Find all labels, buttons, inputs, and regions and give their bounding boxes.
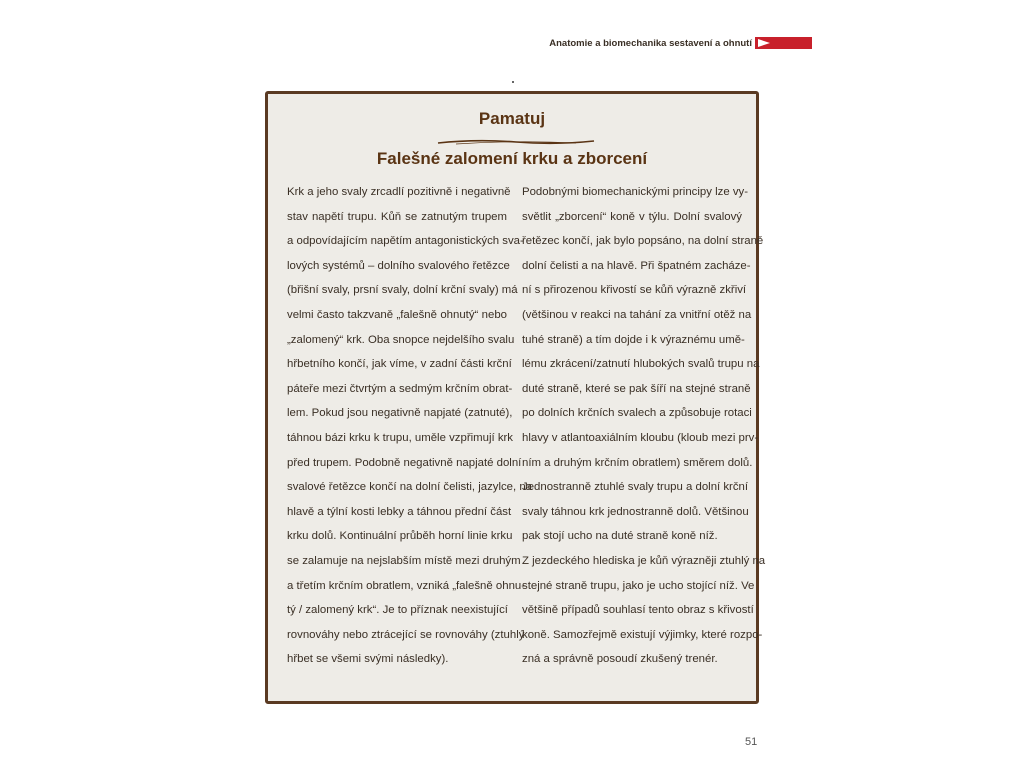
text-line: páteře mezi čtvrtým a sedmým krčním obrat- (287, 382, 513, 395)
page-number: 51 (745, 736, 758, 748)
text-line: velmi často takzvaně „falešně ohnutý“ nebo (287, 308, 507, 321)
text-line: tuhé straně) a tím dojde i k výraznému umě- (522, 333, 745, 346)
text-line: Z jezdeckého hlediska je kůň výrazněji ztuhlý na (522, 554, 766, 567)
text-line: tý / zalomený krk“. Je to příznak neexistující (287, 604, 508, 617)
text-line: před trupem. Podobně negativně napjaté dolní (287, 456, 522, 469)
text-line: lových systémů – dolního svalového řetězce (287, 259, 510, 272)
text-line: hlavě a týlní kosti lebky a táhnou přední část (287, 505, 512, 518)
remember-box (265, 91, 766, 704)
header-accent-tab (755, 37, 812, 49)
text-line: zná a správně posoudí zkušený trenér. (522, 653, 718, 666)
text-line: lému zkrácení/zatnutí hlubokých svalů trupu na (522, 358, 760, 371)
text-line: (břišní svaly, prsní svaly, dolní krční svaly) má (287, 284, 518, 297)
print-dot (512, 81, 514, 83)
text-line: (většinou v reakci na tahání za vnitřní otěž na (522, 308, 752, 321)
text-line: stejné straně trupu, jako je ucho stojící níž. Ve (522, 579, 755, 592)
play-triangle-icon (758, 39, 770, 47)
text-line: krku dolů. Kontinuální průběh horní linie krku (287, 530, 513, 543)
text-line: většině případů souhlasí tento obraz s křivostí (522, 604, 754, 617)
text-line: svaly táhnou krk jednostranně dolů. Většinou (522, 505, 749, 518)
right-text-column (522, 180, 766, 672)
text-line: hřbetního končí, jak víme, v zadní části krční (287, 358, 512, 371)
text-line: a odpovídajícím napětím antagonistických sva- (287, 235, 524, 248)
text-line: hřbet se všemi svými následky). (287, 653, 449, 666)
text-line: dolní čelisti a na hlavě. Při špatném zacháze- (522, 259, 751, 272)
box-title: Pamatuj (478, 109, 546, 128)
text-line: a třetím krčním obratlem, vzniká „falešně ohnu- (287, 579, 526, 592)
text-line: světlit „zborcení“ koně v týlu. Dolní svalový (522, 210, 742, 223)
text-line: pak stojí ucho na duté straně koně níž. (522, 530, 718, 543)
text-line: „zalomený“ krk. Oba snopce nejdelšího svalu (287, 333, 515, 346)
text-line: koně. Samozřejmě existují výjimky, které rozpo- (522, 628, 763, 641)
text-line: po dolních krčních svalech a způsobuje rotaci (522, 407, 752, 420)
text-line: Podobnými biomechanickými principy lze vy- (522, 186, 748, 198)
title-divider (436, 138, 596, 146)
text-line: lem. Pokud jsou negativně napjaté (zatnuté), (287, 407, 513, 420)
left-text-column (287, 180, 533, 672)
text-line: táhnou bázi krku k trupu, uměle vzpřimují krk (287, 431, 514, 444)
text-line: Krk a jeho svaly zrcadlí pozitivně i negativně (287, 186, 511, 198)
text-line: ním a druhým krčním obratlem) směrem dolů. (522, 456, 753, 469)
text-line: řetězec končí, jak bylo popsáno, na dolní straně (522, 235, 764, 248)
text-line: svalové řetězce končí na dolní čelisti, jazylce, na (287, 481, 533, 494)
text-line: stav napětí trupu. Kůň se zatnutým trupem (287, 210, 507, 223)
text-line: se zalamuje na nejslabším místě mezi druhým (287, 554, 521, 567)
box-subtitle: Falešné zalomení krku a zborcení (376, 149, 648, 168)
text-line: hlavy v atlantoaxiálním kloubu (kloub mezi prv- (522, 431, 759, 444)
text-line: ní s přirozenou křivostí se kůň výrazně zkřiví (522, 284, 747, 297)
text-line: Jednostranně ztuhlé svaly trupu a dolní krční (522, 481, 749, 494)
text-line: rovnováhy nebo ztrácející se rovnováhy (ztuhlý (287, 628, 525, 641)
running-header-title: Anatomie a biomechanika sestavení a ohnutí (549, 38, 752, 49)
text-line: duté straně, které se pak šíří na stejné straně (522, 382, 751, 395)
